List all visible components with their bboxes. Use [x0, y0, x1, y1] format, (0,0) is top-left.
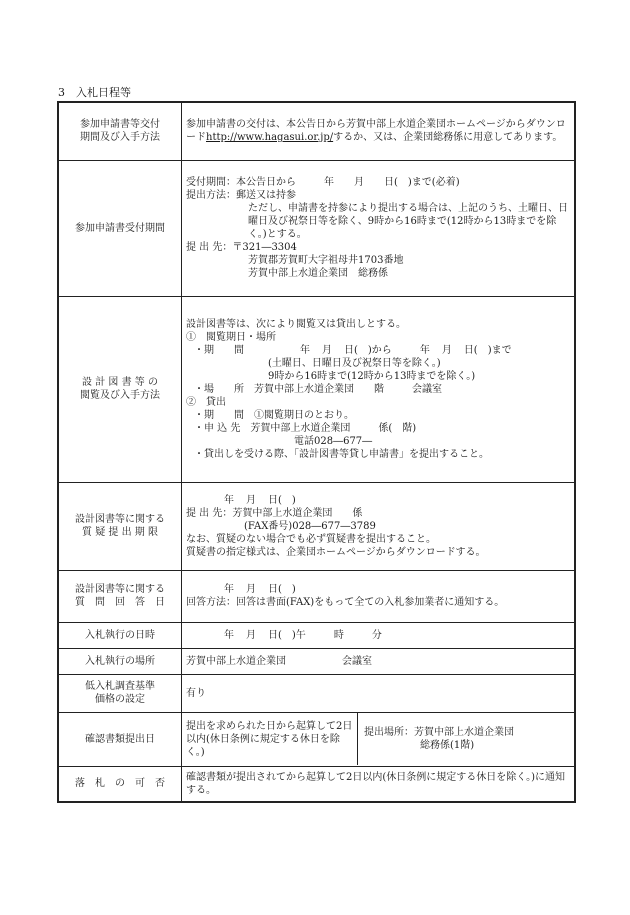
place-section: 総務係(1階): [420, 740, 475, 751]
lending-period: [186, 409, 570, 422]
place-label: ・場 所: [194, 383, 244, 395]
bid-datetime: [186, 629, 570, 642]
submission-destination: [186, 241, 570, 254]
lending-note: ・貸出しを受ける際、「設計図書等貸し申請書」を提出すること。: [194, 448, 489, 460]
month-text: 月: [354, 177, 364, 188]
label-line: 閲覧及び入手方法: [80, 390, 160, 401]
table-row: [58, 570, 575, 622]
department: 芳賀中部上水道企業団 総務係: [248, 268, 388, 279]
apply-label: ・申 込 先: [194, 422, 241, 434]
place-label: 提出場所：: [364, 727, 414, 738]
row-value-question-deadline: [182, 482, 576, 570]
confirm-deadline-text: 提出を求められた日から起算して2日以内(休日条例に規定する休日を除く。): [186, 720, 353, 758]
row-value-bid-datetime: [182, 622, 576, 648]
floor-text: 階: [374, 383, 384, 395]
hour-text: 時: [333, 629, 344, 641]
table-row: [58, 648, 575, 674]
label-line: 低入札調査基準: [85, 681, 155, 692]
inspection-place: [186, 383, 570, 396]
confirm-deadline: [186, 713, 358, 765]
year-text: 年: [224, 629, 234, 641]
row-value-confirm-docs: [182, 712, 576, 766]
distribution-text-2: するか、又は、企業団総務係に用意してあります。: [333, 132, 563, 144]
fax-number: (FAX番号)028―677―3789: [244, 520, 376, 532]
row-value-application-period: [182, 160, 576, 296]
period-prefix: 受付期間：本公告日から: [186, 177, 296, 188]
row-label-design-docs: [58, 296, 182, 482]
table-row: [58, 160, 575, 296]
bid-place: [186, 655, 570, 668]
room-text: 会議室: [412, 383, 442, 395]
row-label-bid-datetime: 入札執行の日時: [58, 622, 182, 648]
question-form-note: 質疑書の指定様式は、企業団ホームページからダウンロードする。: [186, 546, 486, 558]
day-text: 日( ): [268, 584, 296, 595]
phone-number: 電話028―677―: [294, 435, 373, 447]
row-value-low-bid: 有り: [182, 674, 576, 712]
table-row: [58, 482, 575, 570]
label-line: 設計図書等に関する: [75, 514, 165, 525]
row-label-award: 落 札 の 可 否: [58, 766, 182, 802]
row-value-design-docs: [182, 296, 576, 482]
year-text: 年: [224, 584, 234, 595]
exclusion-note: (土曜日、日曜日及び祝祭日等を除く。): [268, 357, 441, 369]
place-value: 芳賀中部上水道企業団: [414, 727, 514, 738]
label-line: 質 疑 提 出 期 限: [82, 527, 158, 538]
table-row: [58, 102, 575, 160]
question-destination: [186, 507, 570, 520]
table-row: [58, 622, 575, 648]
apply-to: [186, 422, 570, 435]
answer-method: 回答方法：回答は書面(FAX)をもって全ての入札参加業者に通知する。: [186, 597, 505, 608]
room-text: 会議室: [342, 655, 372, 667]
question-note: なお、質疑のない場合でも必ず質疑書を提出すること。: [186, 533, 436, 545]
day-to-text: 日( )まで: [463, 344, 512, 356]
destination-value: 芳賀中部上水道企業団: [232, 507, 333, 519]
month-text: 月: [246, 494, 256, 506]
day-text: 日( ): [268, 494, 296, 506]
design-docs-intro: 設計図書等は、次により閲覧又は貸出しとする。: [186, 318, 406, 330]
year-text: 年: [224, 494, 234, 506]
month-text: 月: [322, 344, 332, 356]
table-row: [58, 674, 575, 712]
table-row: [58, 766, 575, 802]
label-line: 価格の設定: [95, 694, 145, 705]
postal-code: 〒321―3304: [232, 242, 297, 253]
month-text: 月: [246, 629, 256, 641]
method-note: ただし、申請書を持参により提出する場合は、上記のうち、土曜日、日曜日及び祝祭日等を除く、9時から16時まで(12時から13時までを除く。)とする。: [248, 203, 568, 240]
hours-note: 9時から16時まで(12時から13時までを除く。): [268, 370, 476, 382]
row-label-answer-date: [58, 570, 182, 622]
year-text: 年: [419, 344, 430, 356]
row-label-application-distribution: [58, 102, 182, 160]
inspection-period: [186, 344, 570, 357]
period-label: ・期 間: [194, 344, 244, 356]
row-label-bid-place: 入札執行の場所: [58, 648, 182, 674]
period-value: ①閲覧期日のとおり。: [254, 409, 354, 421]
homepage-link[interactable]: http://www.hagasui.or.jp/: [206, 132, 334, 144]
row-value-award: 確認書類が提出されてから起算して2日以内(休日条例に規定する休日を除く。)に通知する。: [182, 766, 576, 802]
schedule-table: [57, 101, 576, 803]
destination-label: 提 出 先：: [186, 507, 233, 519]
lending-heading: ② 貸出: [186, 396, 226, 408]
day-from-text: 日( )から: [344, 344, 392, 356]
year-text: 年: [300, 344, 310, 356]
confirm-place: [358, 726, 514, 752]
day-text: 日( )午: [268, 629, 306, 641]
answer-date: [186, 583, 570, 596]
label-line: 参加申請書等交付: [80, 119, 160, 131]
minute-text: 分: [371, 629, 382, 641]
table-row: [58, 296, 575, 482]
label-line: 質 問 回 答 日: [75, 597, 165, 608]
place-value: 芳賀中部上水道企業団: [254, 383, 354, 395]
row-label-confirm-docs: 確認書類提出日: [58, 712, 182, 766]
method-label: 提出方法：: [186, 190, 236, 201]
destination-label: 提 出 先：: [186, 242, 233, 253]
submission-method: [186, 189, 570, 202]
month-text: 月: [441, 344, 452, 356]
month-text: 月: [246, 584, 256, 595]
table-row: [58, 712, 575, 766]
question-deadline-date: [186, 494, 570, 507]
row-label-question-deadline: [58, 482, 182, 570]
method-value: 郵送又は持参: [236, 190, 296, 201]
row-value-bid-place: [182, 648, 576, 674]
address: 芳賀郡芳賀町大字祖母井1703番地: [248, 255, 404, 266]
section-heading: 3 入札日程等: [58, 86, 131, 99]
period-label: ・期 間: [194, 409, 244, 421]
label-line: 設計図書等に関する: [75, 584, 165, 595]
destination-section: 係: [352, 507, 363, 519]
distribution-text: 参加申請書の交付は、本公告日から芳賀中部上水道企業団ホームページからダウンロード: [186, 119, 566, 144]
apply-section: 係( 階): [378, 422, 417, 434]
inspection-heading: ① 閲覧期日・場所: [186, 331, 276, 343]
label-line: 期間及び入手方法: [80, 132, 160, 144]
label-line: 設 計 図 書 等 の: [82, 377, 158, 388]
row-value-answer-date: [182, 570, 576, 622]
row-label-application-period: 参加申請書受付期間: [58, 160, 182, 296]
receipt-period: [186, 176, 570, 189]
apply-value: 芳賀中部上水道企業団: [250, 422, 351, 434]
day-text: 日( )まで(必着): [384, 177, 460, 188]
year-text: 年: [324, 177, 334, 188]
place-value: 芳賀中部上水道企業団: [186, 655, 286, 667]
row-label-low-bid: [58, 674, 182, 712]
row-value-application-distribution: [182, 102, 576, 160]
